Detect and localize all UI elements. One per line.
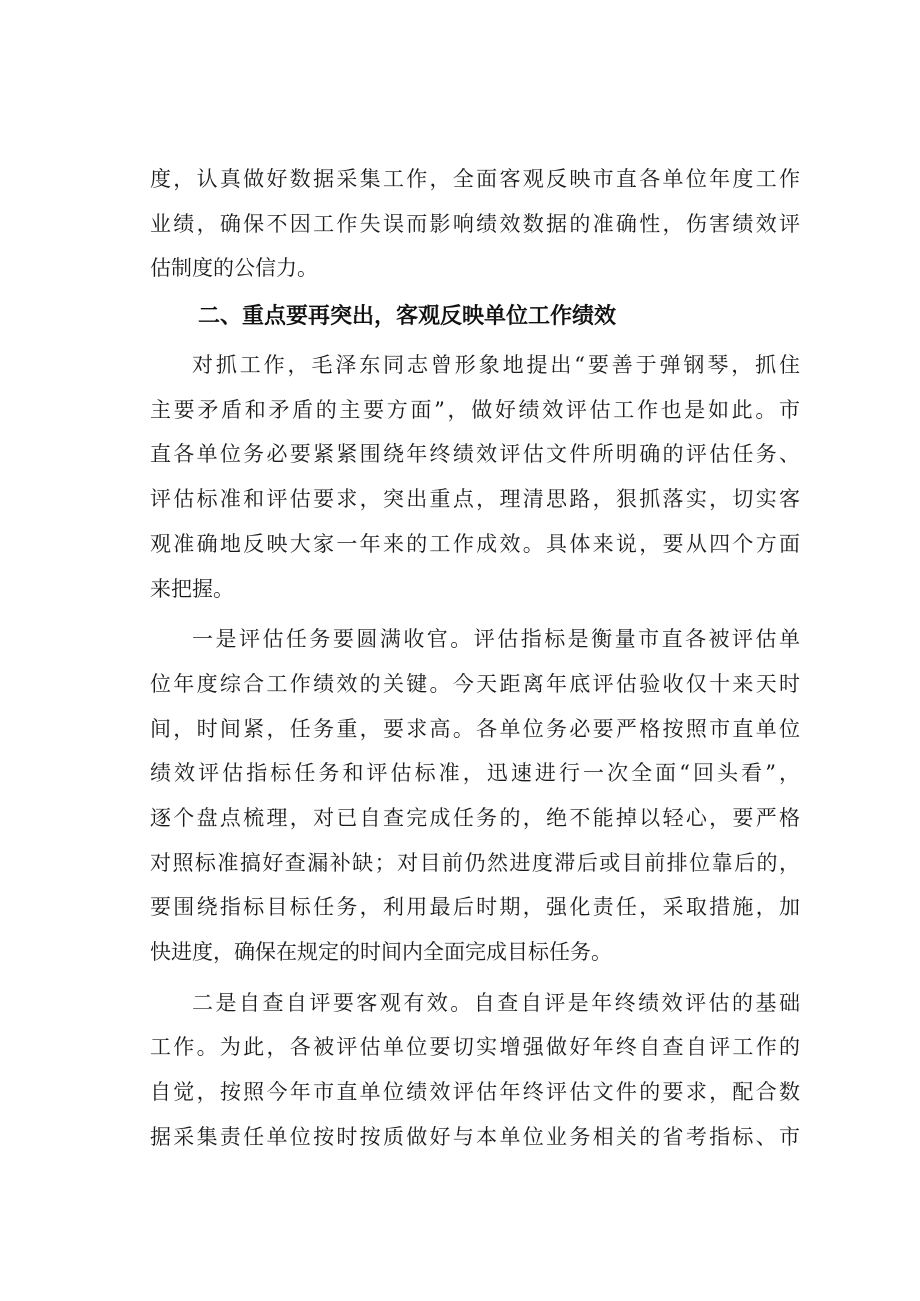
text-line: 要围绕指标目标任务，利用最后时期，强化责任，采取措施，加 xyxy=(150,895,800,920)
text-line: 直各单位务必要紧紧围绕年终绩效评估文件所明确的评估任务、 xyxy=(150,442,800,467)
text-line: 度，认真做好数据采集工作，全面客观反映市直各单位年度工作 xyxy=(150,167,800,191)
text-line: 估制度的公信力。 xyxy=(150,256,318,281)
text-line: 对照标准搞好查漏补缺；对目前仍然进度滞后或目前排位靠后的， xyxy=(150,850,800,875)
intro-paragraph xyxy=(150,157,800,291)
text-line: 据采集责任单位按时按质做好与本单位业务相关的省考指标、市 xyxy=(150,1124,800,1149)
text-line: 二是自查自评要客观有效。自查自评是年终绩效评估的基础 xyxy=(192,990,800,1015)
text-line: 间，时间紧，任务重，要求高。各单位务必要严格按照市直单位 xyxy=(150,716,800,741)
text-line: 工作。为此，各被评估单位要切实增强做好年终自查自评工作的 xyxy=(150,1035,800,1060)
text-line: 逐个盘点梳理，对已自查完成任务的，绝不能掉以轻心，要严格 xyxy=(150,805,800,830)
section-heading: 二、重点要再突出，客观反映单位工作绩效 xyxy=(198,304,617,330)
text-line: 自觉，按照今年市直单位绩效评估年终评估文件的要求，配合数 xyxy=(150,1080,800,1105)
text-line: 观准确地反映大家一年来的工作成效。具体来说，要从四个方面 xyxy=(150,531,800,556)
paragraph-2 xyxy=(150,617,800,975)
text-line: 位年度综合工作绩效的关键。今天距离年底评估验收仅十来天时 xyxy=(150,671,800,696)
paragraph-3 xyxy=(150,981,800,1160)
text-line: 业绩，确保不因工作失误而影响绩效数据的准确性，伤害绩效评 xyxy=(150,211,800,236)
text-line: 对抓工作，毛泽东同志曾形象地提出“要善于弹钢琴，抓住 xyxy=(192,353,800,378)
text-line: 一是评估任务要圆满收官。评估指标是衡量市直各被评估单 xyxy=(192,627,800,652)
document-page xyxy=(150,157,800,1159)
text-line: 来把握。 xyxy=(150,576,234,601)
text-line: 评估标准和评估要求，突出重点，理清思路，狠抓落实，切实客 xyxy=(150,487,800,512)
paragraph-1 xyxy=(150,343,800,611)
text-line: 主要矛盾和矛盾的主要方面”，做好绩效评估工作也是如此。市 xyxy=(150,397,800,422)
text-line: 绩效评估指标任务和评估标准，迅速进行一次全面“回头看”， xyxy=(150,761,800,786)
text-line: 快进度，确保在规定的时间内全面完成目标任务。 xyxy=(150,940,612,964)
